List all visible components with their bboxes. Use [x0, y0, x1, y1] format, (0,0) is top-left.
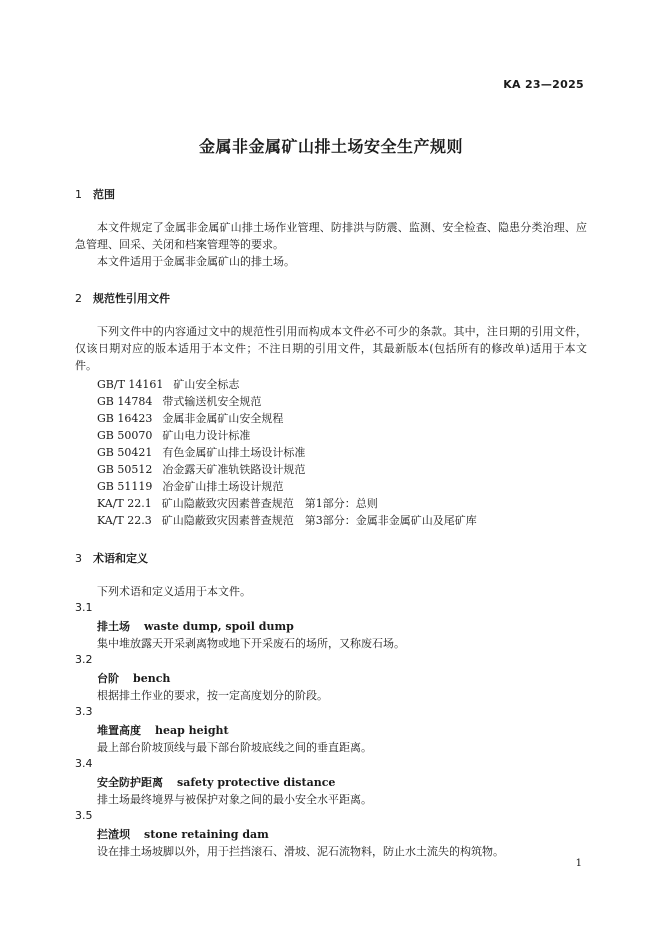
section-title: 术语和定义	[93, 552, 148, 565]
reference-title: 矿山电力设计标准	[162, 429, 251, 442]
reference-code: GB 14784	[97, 395, 153, 408]
section-title: 规范性引用文件	[93, 292, 170, 305]
section-number: 3	[75, 552, 82, 565]
section-1-heading	[75, 186, 115, 202]
section-title: 范围	[93, 188, 115, 201]
section-2-heading	[75, 290, 170, 306]
reference-code: GB 16423	[97, 412, 153, 425]
term-en: bench	[133, 672, 171, 685]
term-definition: 排土场最终境界与被保护对象之间的最小安全水平距离。	[97, 793, 372, 806]
reference-item	[97, 427, 250, 443]
term-zh: 堆置高度	[97, 724, 141, 737]
section-1-paragraph-1: 本文件规定了金属非金属矿山排土场作业管理、防排洪与防震、监测、安全检查、隐患分类治理、应急管理、回采、关闭和档案管理等的要求。	[75, 221, 587, 251]
term-en: heap height	[155, 724, 229, 737]
reference-title: 冶金露天矿准轨铁路设计规范	[162, 463, 306, 476]
reference-title: 冶金矿山排土场设计规范	[162, 480, 284, 493]
section-3-intro: 下列术语和定义适用于本文件。	[97, 585, 251, 598]
reference-title: 矿山安全标志	[173, 378, 240, 391]
term-heading	[97, 774, 335, 790]
section-1-paragraph-2: 本文件适用于金属非金属矿山的排土场。	[97, 255, 295, 268]
reference-code: GB 50512	[97, 463, 153, 476]
term-definition: 集中堆放露天开采剥离物或地下开采废石的场所，又称废石场。	[97, 637, 405, 650]
reference-title: 矿山隐蔽致灾因素普查规范 第3部分：金属非金属矿山及尾矿库	[161, 514, 477, 527]
term-heading	[97, 722, 229, 738]
page-number: 1	[575, 858, 582, 869]
reference-title: 金属非金属矿山安全规程	[162, 412, 284, 425]
term-zh: 台阶	[97, 672, 119, 685]
reference-item	[97, 512, 477, 528]
term-en: safety protective distance	[177, 776, 336, 789]
term-definition: 根据排土作业的要求，按一定高度划分的阶段。	[97, 689, 328, 702]
reference-title: 带式输送机安全规范	[162, 395, 262, 408]
reference-code: GB 50421	[97, 446, 153, 459]
section-3-heading	[75, 550, 148, 566]
reference-code: KA/T 22.3	[97, 514, 152, 527]
document-title: 金属非金属矿山排土场安全生产规则	[198, 137, 463, 156]
term-number: 3.2	[75, 653, 93, 666]
section-number: 1	[75, 188, 82, 201]
section-2-intro: 下列文件中的内容通过文中的规范性引用而构成本文件必不可少的条款。其中，注日期的引用文件，仅该日期对应的版本适用于本文件；不注日期的引用文件，其最新版本(包括所有的修改单)适用于本文件。	[75, 325, 587, 372]
reference-title: 矿山隐蔽致灾因素普查规范 第1部分：总则	[161, 497, 378, 510]
reference-item	[97, 393, 261, 409]
term-zh: 排土场	[97, 620, 130, 633]
term-definition: 最上部台阶坡顶线与最下部台阶坡底线之间的垂直距离。	[97, 741, 372, 754]
term-number: 3.5	[75, 809, 93, 822]
reference-code: GB 51119	[97, 480, 153, 493]
reference-item	[97, 495, 378, 511]
term-number: 3.4	[75, 757, 93, 770]
reference-item	[97, 376, 239, 392]
reference-item	[97, 410, 283, 426]
reference-title: 有色金属矿山排土场设计标准	[162, 446, 306, 459]
reference-code: KA/T 22.1	[97, 497, 152, 510]
reference-item	[97, 461, 305, 477]
reference-code: GB 50070	[97, 429, 153, 442]
section-number: 2	[75, 292, 82, 305]
term-en: stone retaining dam	[144, 828, 269, 841]
term-en: waste dump, spoil dump	[144, 620, 294, 633]
reference-code: GB/T 14161	[97, 378, 164, 391]
term-heading	[97, 826, 269, 842]
term-heading	[97, 618, 294, 634]
reference-item	[97, 444, 305, 460]
term-definition: 设在排土场坡脚以外，用于拦挡滚石、滑坡、泥石流物料，防止水土流失的构筑物。	[97, 845, 504, 858]
term-zh: 安全防护距离	[97, 776, 163, 789]
term-number: 3.3	[75, 705, 93, 718]
doc-code: KA 23—2025	[503, 78, 584, 91]
term-number: 3.1	[75, 601, 93, 614]
reference-item	[97, 478, 283, 494]
term-zh: 拦渣坝	[97, 828, 130, 841]
term-heading	[97, 670, 170, 686]
